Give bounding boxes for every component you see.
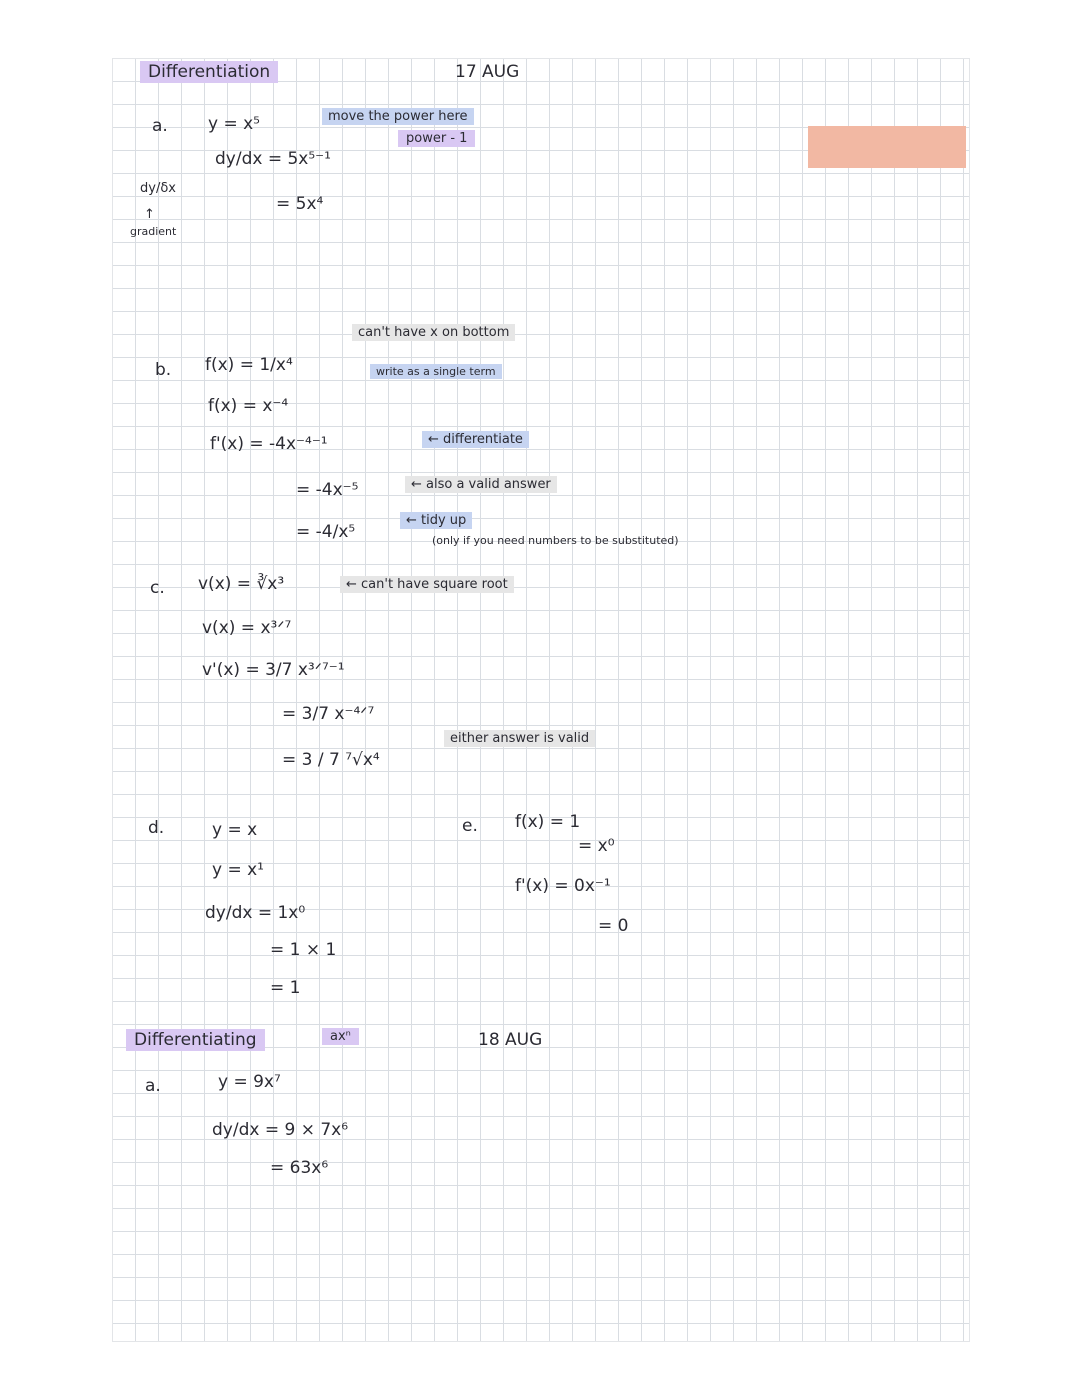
section-d-eq3: dy/dx = 1x⁰ xyxy=(205,903,306,923)
section-b-eq3: f'(x) = -4x⁻⁴⁻¹ xyxy=(210,434,328,454)
section-2-eq3: = 63x⁶ xyxy=(270,1158,329,1178)
up-arrow-icon: ↑ xyxy=(144,207,155,222)
section-2-eq2: dy/dx = 9 × 7x⁶ xyxy=(212,1120,349,1140)
section-b-note1: can't have x on bottom xyxy=(352,324,515,341)
section-c-eq4: = 3/7 x⁻⁴ᐟ⁷ xyxy=(282,704,375,724)
section-a-note2: power - 1 xyxy=(398,130,475,147)
section-d-eq2: y = x¹ xyxy=(212,860,264,880)
section-c-eq3: v'(x) = 3/7 x³ᐟ⁷⁻¹ xyxy=(202,660,345,680)
section-a-label: a. xyxy=(152,116,168,136)
section-a-eq1: y = x⁵ xyxy=(208,114,260,134)
section-b-eq5: = -4/x⁵ xyxy=(296,522,356,542)
date-label: 17 AUG xyxy=(455,62,520,82)
section-d-eq5: = 1 xyxy=(270,978,301,998)
section-a-side-note: gradient xyxy=(130,225,177,238)
section-b-eq1: f(x) = 1/x⁴ xyxy=(205,355,293,375)
section-b-note2: write as a single term xyxy=(370,364,502,379)
section-e-eq2: = x⁰ xyxy=(578,836,615,856)
section-c-eq1: v(x) = ∛x³ xyxy=(198,574,285,594)
section-a-eq2: dy/dx = 5x⁵⁻¹ xyxy=(215,149,331,169)
section-c-label: c. xyxy=(150,578,165,598)
sticky-note xyxy=(808,126,966,168)
page-title: Differentiation xyxy=(140,61,278,83)
section-2-label: a. xyxy=(145,1076,161,1096)
section-c-eq2: v(x) = x³ᐟ⁷ xyxy=(202,618,292,638)
section-e-label: e. xyxy=(462,816,478,836)
section-e-eq4: = 0 xyxy=(598,916,629,936)
section-d-eq1: y = x xyxy=(212,820,258,840)
section-2-eq1: y = 9x⁷ xyxy=(218,1072,281,1092)
section-b-note3: ← differentiate xyxy=(422,431,529,448)
section-e-eq1: f(x) = 1 xyxy=(515,812,581,832)
section-c-eq5: = 3 / 7 ⁷√x⁴ xyxy=(282,750,380,770)
section-d-eq4: = 1 × 1 xyxy=(270,940,337,960)
date-label-2: 18 AUG xyxy=(478,1030,543,1050)
section-a-note1: move the power here xyxy=(322,108,474,125)
section-b-label: b. xyxy=(155,360,172,380)
section-b-eq2: f(x) = x⁻⁴ xyxy=(208,396,289,416)
section-b-eq4: = -4x⁻⁵ xyxy=(296,480,359,500)
section-b-note6: (only if you need numbers to be substituted) xyxy=(432,534,679,547)
section-a-eq3: = 5x⁴ xyxy=(276,194,324,214)
section-d-label: d. xyxy=(148,818,165,838)
graph-paper-sheet xyxy=(112,58,970,1342)
section-2-title: Differentiating xyxy=(126,1029,265,1051)
section-a-side: dy/δx xyxy=(140,181,176,196)
section-2-formula: axⁿ xyxy=(322,1028,359,1045)
section-c-note1: ← can't have square root xyxy=(340,576,514,593)
section-b-note5: ← tidy up xyxy=(400,512,472,529)
section-b-note4: ← also a valid answer xyxy=(405,476,557,493)
section-e-eq3: f'(x) = 0x⁻¹ xyxy=(515,876,611,896)
section-c-note2: either answer is valid xyxy=(444,730,595,747)
